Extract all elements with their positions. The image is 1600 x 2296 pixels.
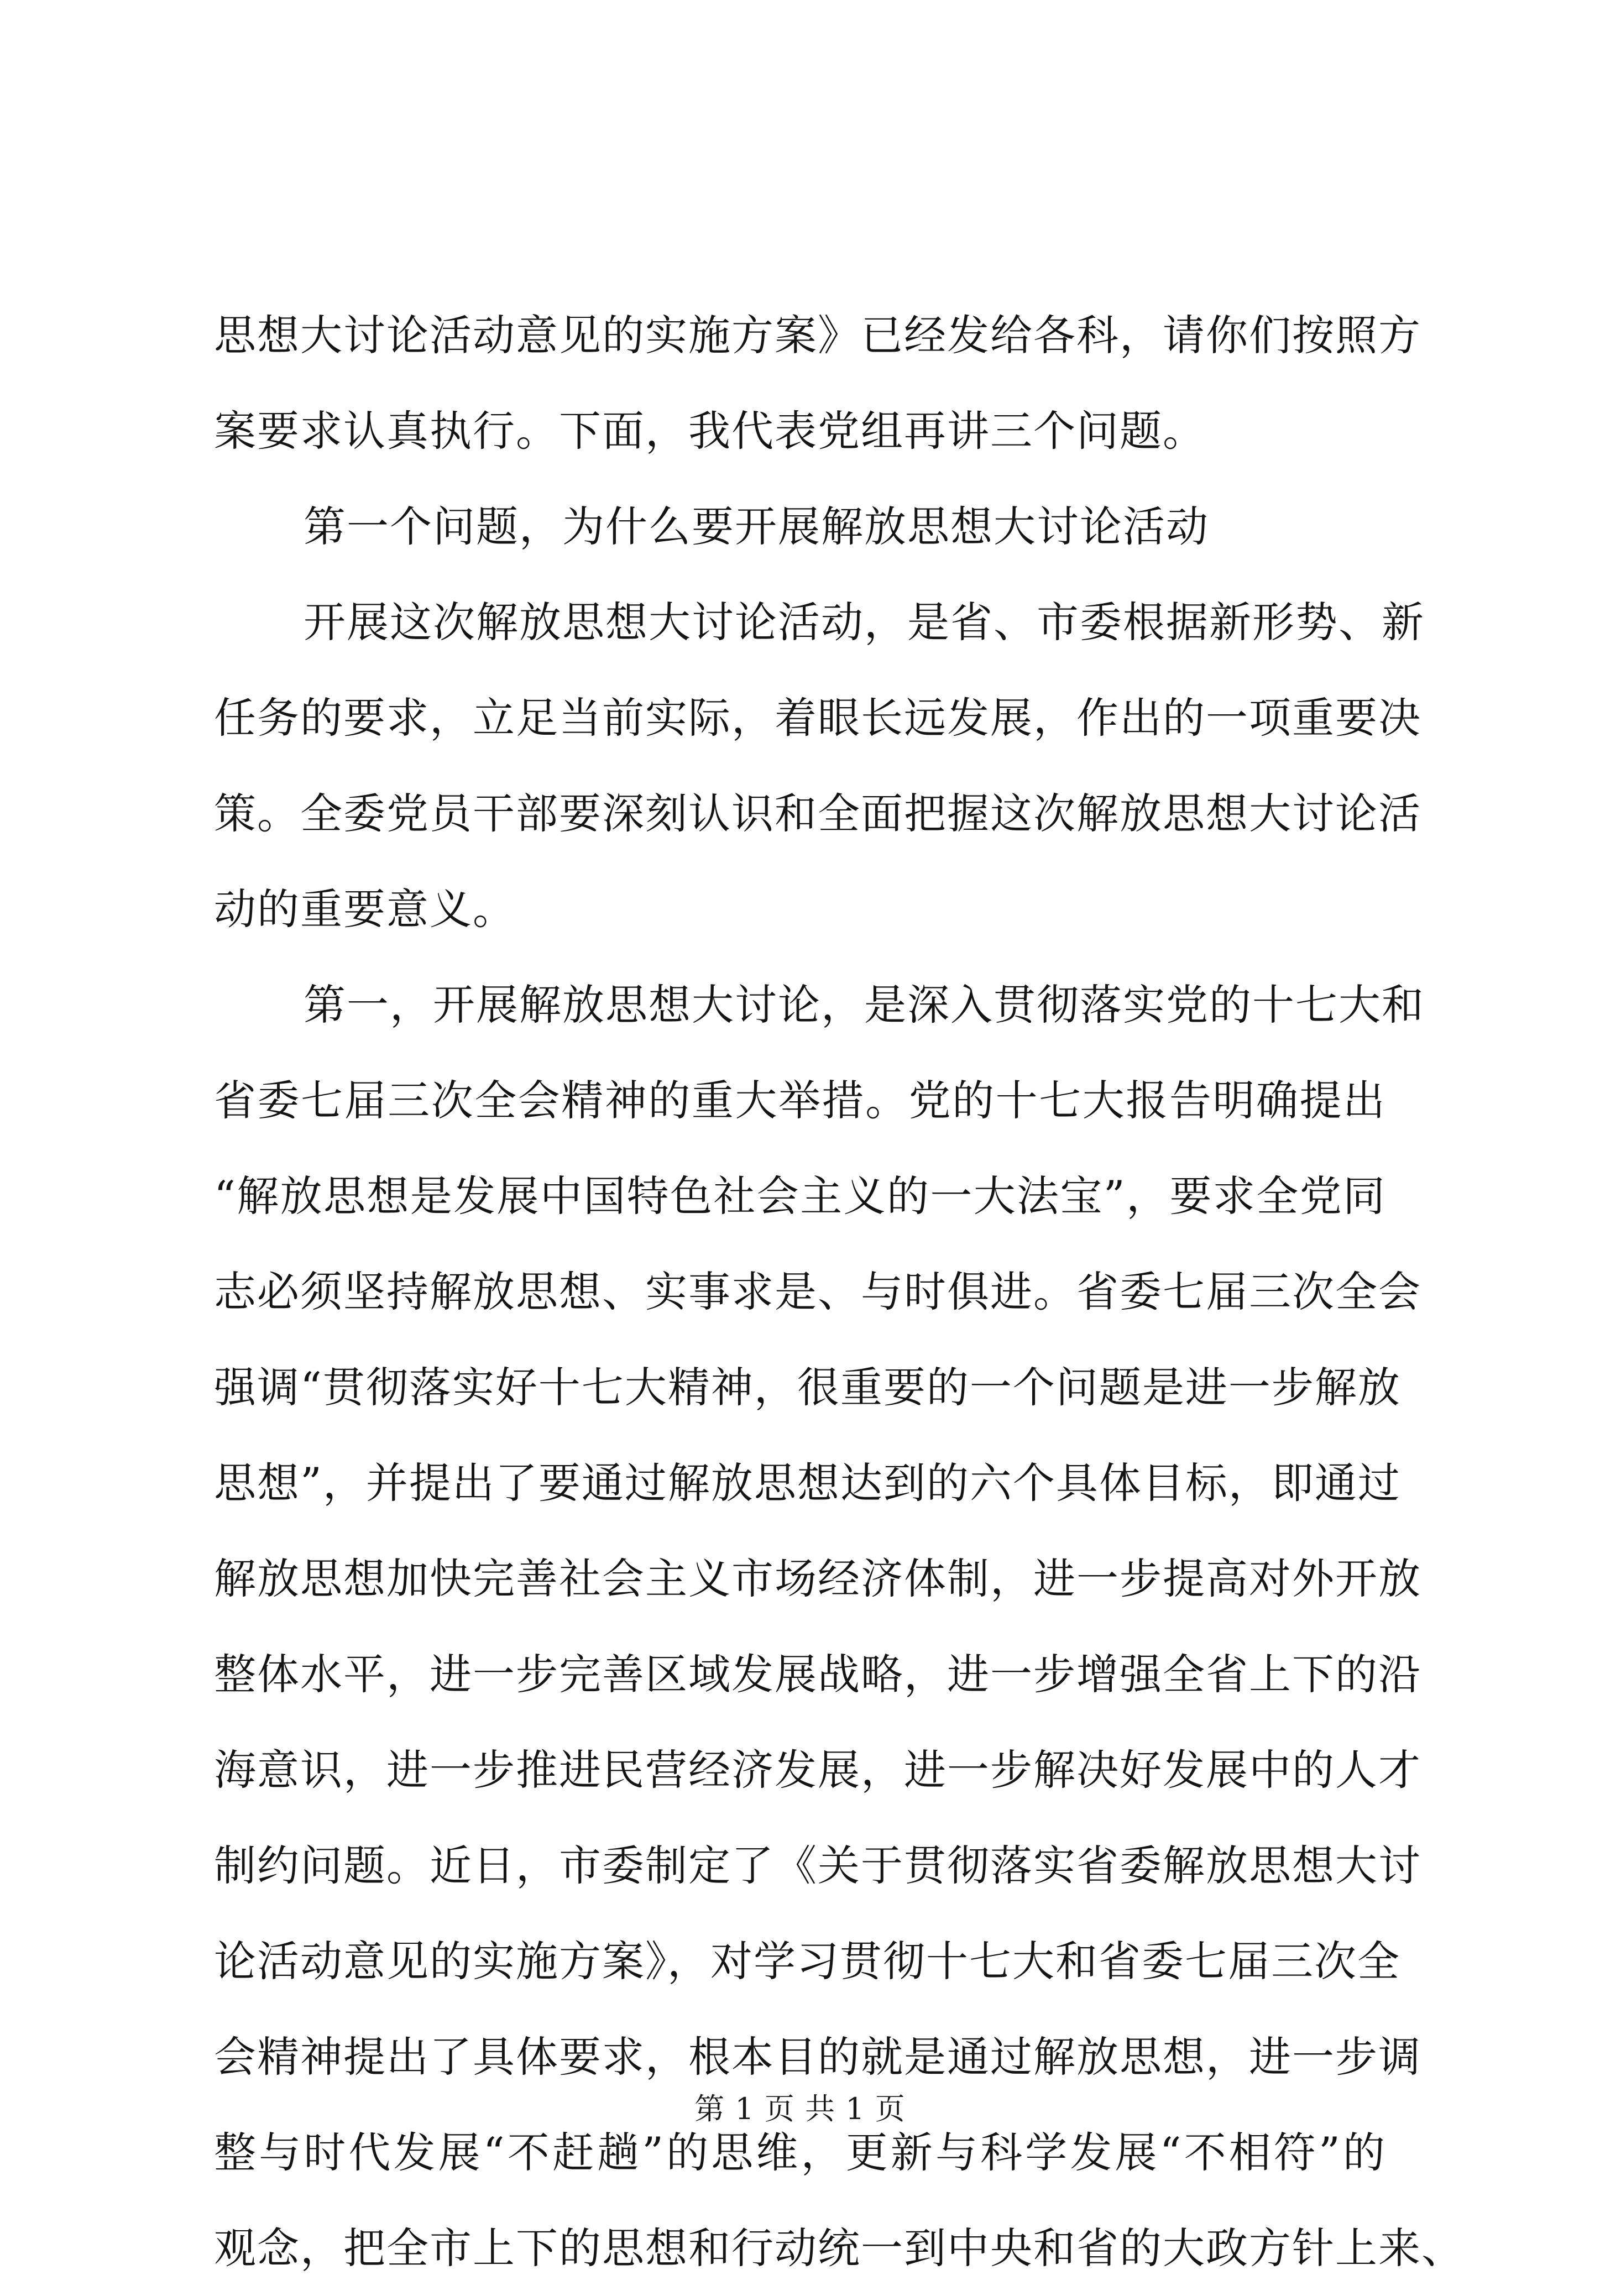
text-line: 整与时代发展“不赶趟”的思维，更新与科学发展“不相符”的 <box>214 2128 1386 2177</box>
text-line: 思想大讨论活动意见的实施方案》已经发给各科，请你们按照方 <box>214 311 1421 360</box>
text-line: 第一，开展解放思想大讨论，是深入贯彻落实党的十七大和 <box>304 980 1425 1029</box>
text-line: 省委七届三次全会精神的重大举措。党的十七大报告明确提出 <box>214 1076 1386 1125</box>
text-line: 解放思想加快完善社会主义市场经济体制，进一步提高对外开放 <box>214 1554 1421 1603</box>
text-line: 整体水平，进一步完善区域发展战略，进一步增强全省上下的沿 <box>214 1650 1421 1699</box>
text-line: 任务的要求，立足当前实际，着眼长远发展，作出的一项重要决 <box>214 693 1421 742</box>
text-line: 开展这次解放思想大讨论活动，是省、市委根据新形势、新 <box>304 598 1425 647</box>
text-line: 论活动意见的实施方案》，对学习贯彻十七大和省委七届三次全 <box>214 1937 1400 1986</box>
text-line: 海意识，进一步推进民营经济发展，进一步解决好发展中的人才 <box>214 1745 1421 1795</box>
text-line: “解放思想是发展中国特色社会主义的一大法宝”，要求全党同 <box>214 1171 1386 1221</box>
text-line: 策。全委党员干部要深刻认识和全面把握这次解放思想大讨论活 <box>214 789 1421 838</box>
text-line: 观念，把全市上下的思想和行动统一到中央和省的大政方针上来、 <box>214 2224 1465 2273</box>
page-number-footer: 第 1 页 共 1 页 <box>694 2091 906 2126</box>
text-line: 会精神提出了具体要求，根本目的就是通过解放思想，进一步调 <box>214 2032 1421 2081</box>
text-line: 强调“贯彻落实好十七大精神，很重要的一个问题是进一步解放 <box>214 1363 1401 1412</box>
text-line: 案要求认真执行。下面，我代表党组再讲三个问题。 <box>214 406 1206 456</box>
text-line: 制约问题。近日，市委制定了《关于贯彻落实省委解放思想大讨 <box>214 1841 1421 1890</box>
text-line: 思想”，并提出了要通过解放思想达到的六个具体目标，即通过 <box>214 1458 1401 1508</box>
text-line: 志必须坚持解放思想、实事求是、与时俱进。省委七届三次全会 <box>214 1267 1421 1316</box>
text-line: 动的重要意义。 <box>214 885 516 934</box>
section-heading: 第一个问题，为什么要开展解放思想大讨论活动 <box>304 502 1209 551</box>
document-body <box>214 287 1465 2296</box>
